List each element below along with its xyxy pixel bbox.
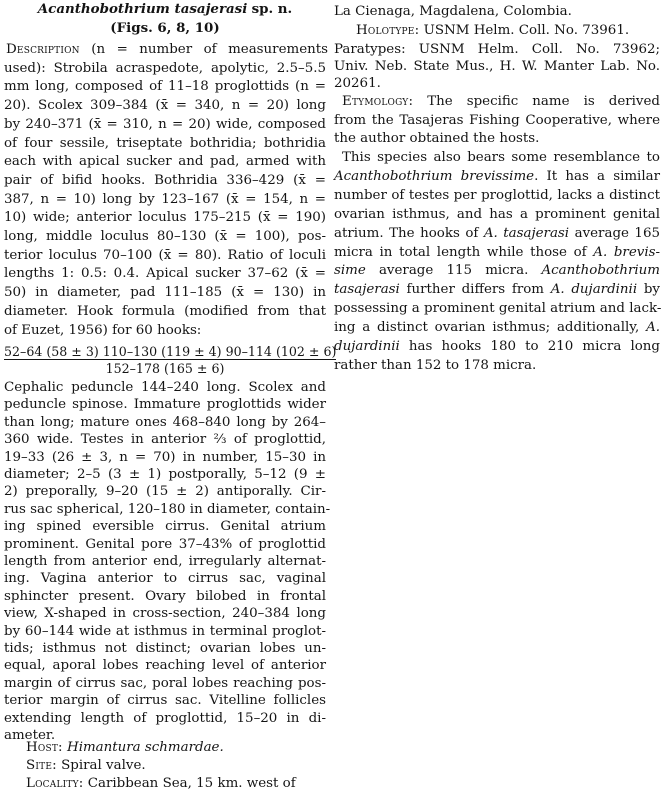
discussion-line: This species also bears some resemblance to xyxy=(342,150,660,165)
discussion-line: Acanthobothrium brevissime. It has a similar xyxy=(334,168,661,184)
description-text: of four sessile, triseptate bothridia; bothridia xyxy=(4,135,326,151)
description-line xyxy=(4,302,326,321)
taxon-name: A. dujardinii xyxy=(550,282,638,298)
description-line: view, X-shaped in cross-section, 240–384 long xyxy=(4,606,326,622)
description-line xyxy=(4,190,326,209)
locality-continued: La Cienaga, Magdalena, Colombia. xyxy=(334,4,572,19)
description-text: by 240–371 (x̄ = 310, n = 20) wide, composed xyxy=(4,116,326,132)
description-line: peduncle spinose. Immature proglottids wider xyxy=(4,397,326,413)
description-text: used): Strobila acraspedote, apolytic, 2.5–5.5 xyxy=(4,60,326,76)
etymology-line-1 xyxy=(342,92,660,111)
description-line xyxy=(4,227,326,246)
holotype-line xyxy=(356,21,629,40)
description-line: terior margin of cirrus sac. Vitelline follicles xyxy=(4,693,326,709)
discussion-line: dujardinii has hooks 180 to 210 micra long xyxy=(334,339,660,354)
discussion-line: sime average 115 micra. Acanthobothrium xyxy=(334,263,660,279)
site-line xyxy=(26,756,146,775)
holotype-label: Holotype: xyxy=(356,23,420,38)
description-line xyxy=(4,264,326,283)
description-line: equal, aporal lobes reaching level of anterior xyxy=(4,658,326,674)
description-line xyxy=(4,171,326,190)
description-text: diameter. Hook formula (modified from that xyxy=(4,303,326,319)
discussion-line: rather than 152 to 178 micra. xyxy=(334,357,537,373)
species-title xyxy=(4,0,326,19)
etymology-line-3: the author obtained the hosts. xyxy=(334,131,540,146)
figure-reference: (Figs. 6, 8, 10) xyxy=(110,20,220,36)
description-line xyxy=(4,152,326,171)
description-text: mm long, composed of 11–18 proglottids (n = xyxy=(4,79,326,95)
discussion-line: possessing a prominent genital atrium and lack- xyxy=(334,301,662,317)
description-line: length from anterior end, irregularly alternat- xyxy=(4,554,326,569)
etymology-line-2: from the Tasajeras Fishing Cooperative, where xyxy=(334,113,660,128)
site-value: Spiral valve. xyxy=(61,758,146,773)
description-text: of Euzet, 1956) for 60 hooks: xyxy=(4,322,202,338)
description-text: long, middle loculus 80–130 (x̄ = 100), pos- xyxy=(4,229,326,244)
description-line: tids; isthmus not distinct; ovarian lobes un- xyxy=(4,641,326,656)
species-name: Acanthobothrium tasajerasi xyxy=(37,1,248,17)
description-line: 2) preporally, 9–20 (15 ± 2) antiporally. Cir- xyxy=(4,484,326,500)
description-text: 10) wide; anterior loculus 175–215 (x̄ = 190) xyxy=(4,210,326,226)
description-line xyxy=(4,77,326,96)
taxon-name: Acanthobothrium xyxy=(541,263,660,279)
discussion-line: atrium. The hooks of A. tasajerasi average 165 xyxy=(334,225,660,241)
locality-value: Caribbean Sea, 15 km. west of xyxy=(87,776,296,791)
description-line: prominent. Genital pore 37–43% of proglottid xyxy=(4,536,326,552)
hook-formula-numerator: 52–64 (58 ± 3) 110–130 (119 ± 4) 90–114 (102 ± 6) xyxy=(4,344,337,359)
discussion-line: tasajerasi further differs from A. dujardinii by xyxy=(334,282,660,298)
taxon-name: sime xyxy=(334,263,366,279)
hook-formula-denominator: 152–178 (165 ± 6) xyxy=(105,361,225,376)
etymology-label: Etymology: xyxy=(342,94,414,109)
description-line xyxy=(4,134,326,153)
description-text: pair of bifid hooks. Bothridia 336–429 (x̄ = xyxy=(4,172,326,188)
paratypes-line-1: Paratypes: USNM Helm. Coll. No. 73962; xyxy=(334,42,660,57)
paratypes-line-3: 20261. xyxy=(334,76,381,91)
discussion-line: micra in total length while those of A. brevis- xyxy=(334,244,660,260)
description-line: rus sac spherical, 120–180 in diameter, contain- xyxy=(4,501,331,517)
description-line: extending length of proglottid, 15–20 in di- xyxy=(4,710,326,726)
discussion-line: ing a distinct ovarian isthmus; additionally, A. xyxy=(334,320,660,336)
description-line xyxy=(4,208,326,227)
description-line xyxy=(4,96,326,115)
description-line: ing. Vagina anterior to cirrus sac, vaginal xyxy=(4,571,326,587)
description-line xyxy=(4,283,326,302)
description-line: margin of cirrus sac, poral lobes reaching pos- xyxy=(4,675,326,691)
etymology-text-1: The specific name is derived xyxy=(427,94,660,109)
description-line: by 60–144 wide at isthmus in terminal proglot- xyxy=(4,623,326,639)
locality-line xyxy=(26,774,296,793)
host-label: Host: xyxy=(26,740,63,755)
description-text: 50) in diameter, pad 111–185 (x̄ = 130) in xyxy=(4,285,326,301)
host-line xyxy=(26,738,224,757)
description-text: terior loculus 70–100 (x̄ = 80). Ratio of loculi xyxy=(4,247,326,263)
description-line: Cephalic peduncle 144–240 long. Scolex and xyxy=(4,380,326,395)
description-text: lengths 1: 0.5: 0.4. Apical sucker 37–62 (x̄ = xyxy=(4,266,326,282)
description-line: sphincter present. Ovary bilobed in frontal xyxy=(4,588,326,604)
description-line xyxy=(6,40,328,59)
description-text: each with apical sucker and pad, armed with xyxy=(4,154,326,170)
species-sp-n: sp. n. xyxy=(251,1,293,17)
host-value: Himantura schmardae. xyxy=(67,740,224,755)
taxon-name: A. xyxy=(646,320,660,336)
holotype-value: USNM Helm. Coll. No. 73961. xyxy=(423,23,630,38)
description-line xyxy=(4,321,201,340)
description-text: 20). Scolex 309–384 (x̄ = 340, n = 20) long xyxy=(4,98,326,114)
description-label: Description xyxy=(6,42,80,57)
description-text: (n = number of measurements xyxy=(79,42,328,57)
discussion-line: ovarian isthmus, and has a prominent genital xyxy=(334,206,660,222)
paratypes-line-2: Univ. Neb. State Mus., H. W. Manter Lab. No. xyxy=(334,59,660,74)
discussion-line: number of testes per proglottid, lacks a distinct xyxy=(334,187,660,203)
description-line xyxy=(4,59,326,78)
description-line: diameter; 2–5 (3 ± 1) postporally, 5–12 (9 ± xyxy=(4,467,326,482)
description-line: ing spined eversible cirrus. Genital atrium xyxy=(4,519,326,535)
taxon-name: A. brevis- xyxy=(593,244,660,260)
taxon-name: tasajerasi xyxy=(334,282,400,298)
description-text: 387, n = 10) long by 123–167 (x̄ = 154, n = xyxy=(4,191,326,207)
description-line: 19–33 (26 ± 3, n = 70) in number, 15–30 in xyxy=(4,449,326,465)
taxon-name: Acanthobothrium brevissime xyxy=(334,168,535,184)
site-label: Site: xyxy=(26,758,57,773)
description-line xyxy=(4,115,326,134)
locality-label: Locality: xyxy=(26,776,84,791)
description-line: 360 wide. Testes in anterior ⅔ of proglottid, xyxy=(4,432,326,448)
description-line: than long; mature ones 468–840 long by 264– xyxy=(4,414,326,430)
taxon-name: dujardinii xyxy=(334,339,400,354)
description-line: ameter. xyxy=(4,728,56,743)
taxon-name: A. tasajerasi xyxy=(483,225,570,241)
description-line xyxy=(4,246,326,265)
